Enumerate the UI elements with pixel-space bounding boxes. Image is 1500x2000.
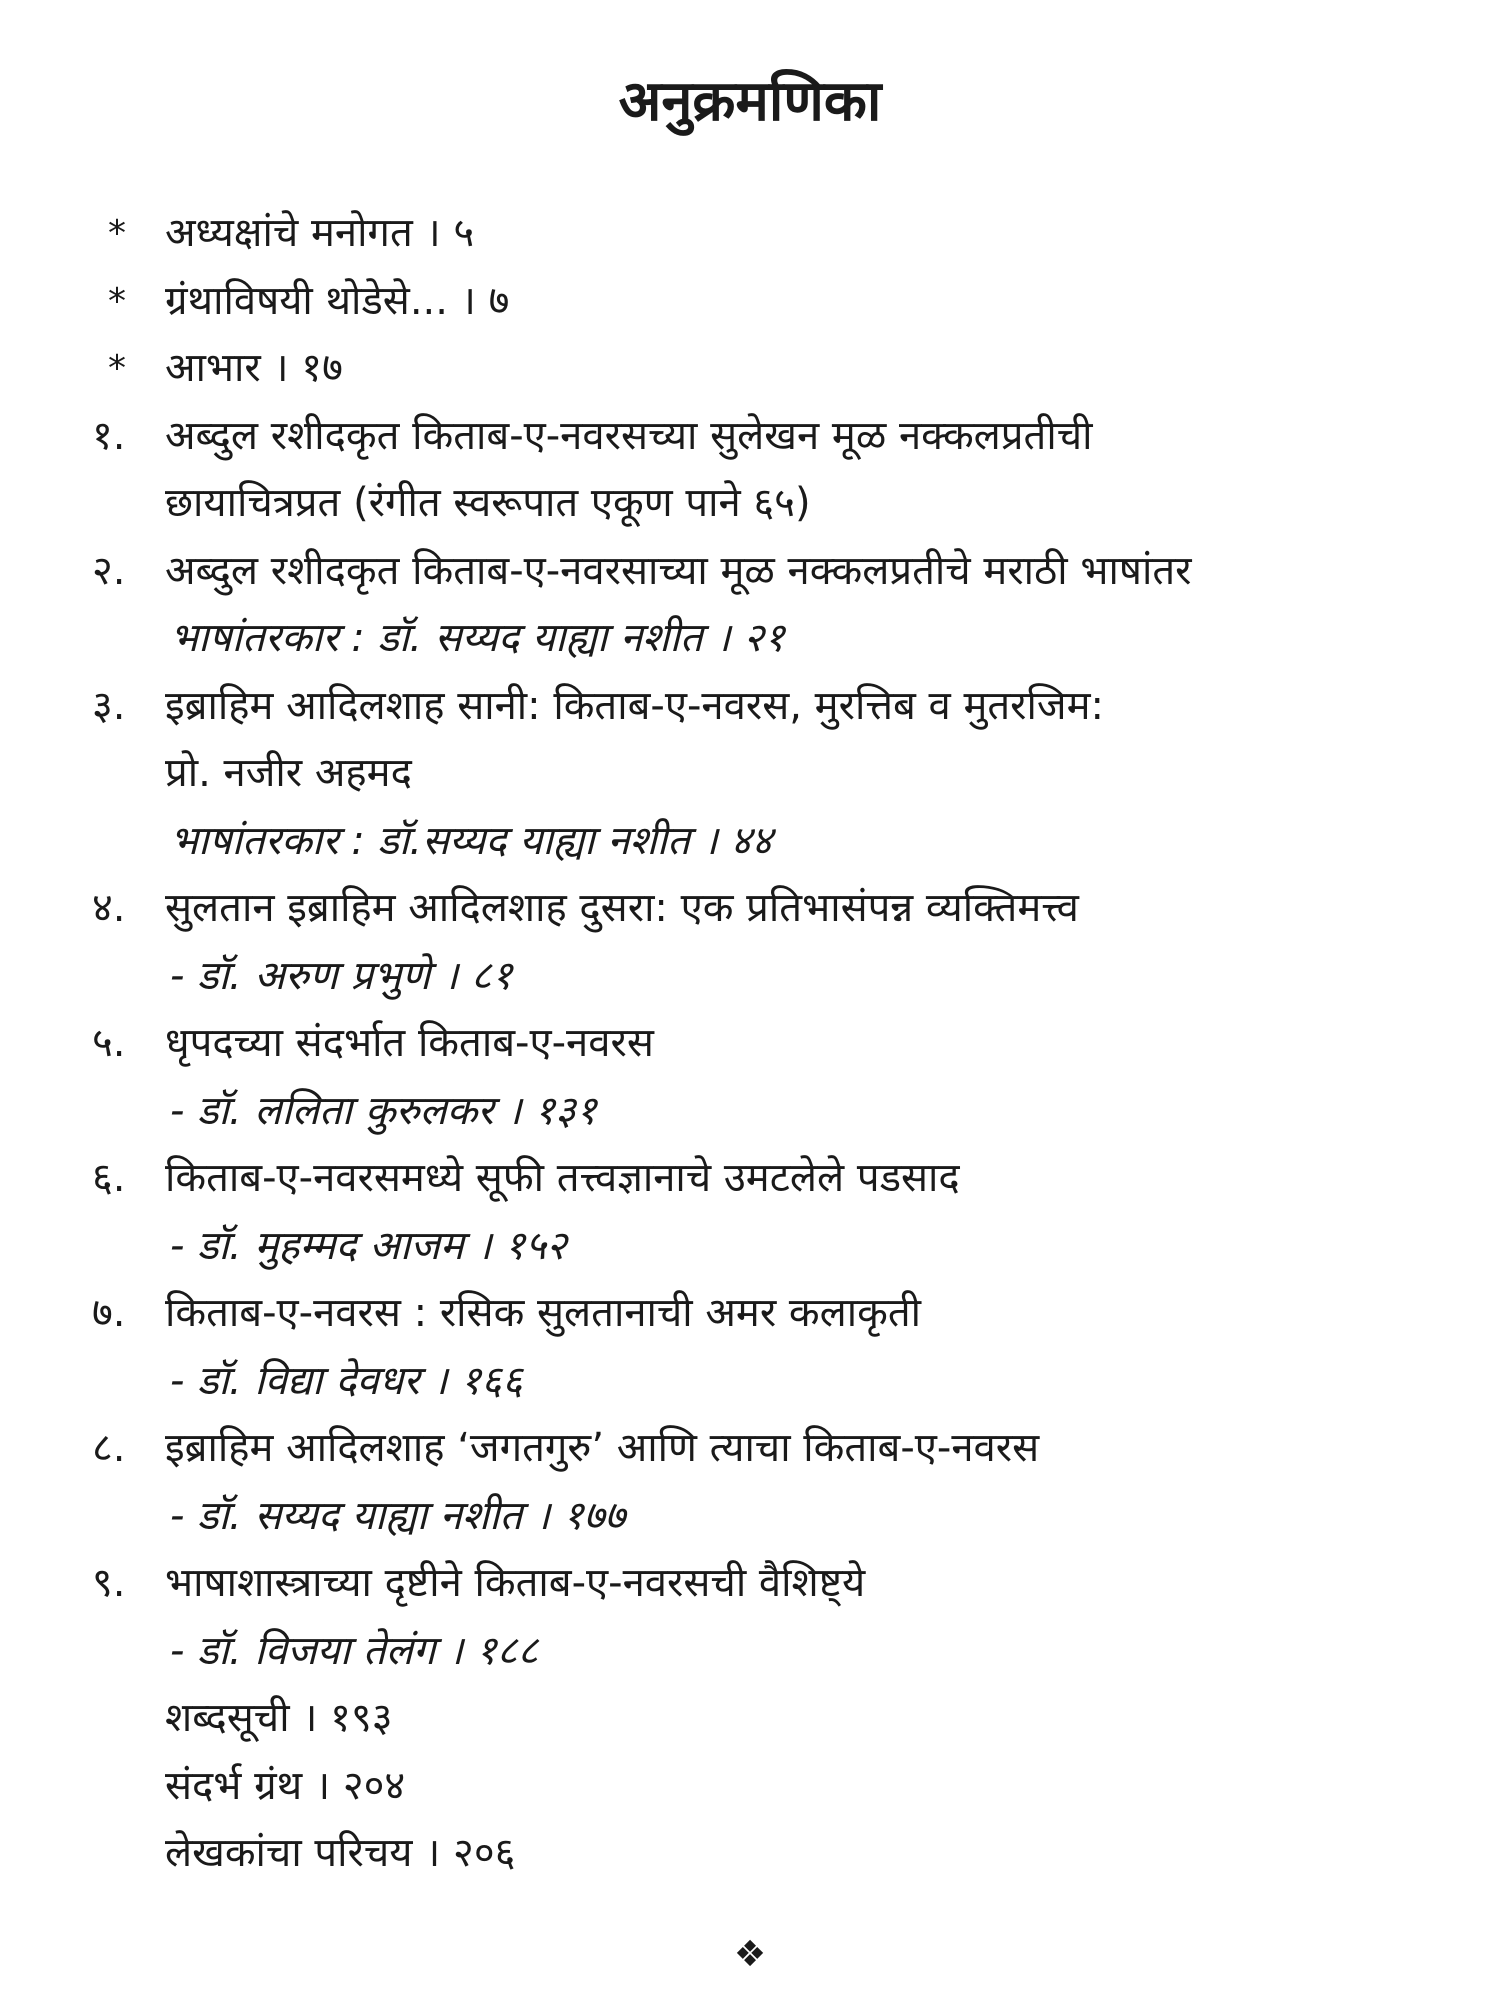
- toc-line: [0, 538, 1500, 606]
- toc-line: [0, 1618, 1500, 1686]
- entry-text: अध्यक्षांचे मनोगत । ५: [165, 210, 475, 256]
- entry-author: [170, 943, 512, 1011]
- page-number: । ८१: [430, 952, 513, 999]
- ornament-icon: ❖: [733, 1934, 767, 1975]
- author-name: - डॉ. विद्या देवधर: [170, 1357, 420, 1404]
- entry-author: [170, 1213, 567, 1281]
- author-name: - डॉ. विजया तेलंग: [170, 1627, 436, 1674]
- entry-title: इब्राहिम आदिलशाह सानी: किताब-ए-नवरस, मुरत्तिब व मुतरजिम:: [165, 682, 1104, 729]
- toc-list: [0, 200, 1500, 1888]
- entry-title: भाषाशास्त्राच्या दृष्टीने किताब-ए-नवरसची वैशिष्ट्ये: [165, 1560, 866, 1606]
- author-name: - डॉ. अरुण प्रभुणे: [170, 952, 431, 999]
- toc-line: [0, 1078, 1500, 1146]
- toc-line: [0, 1753, 1500, 1821]
- toc-line: [0, 1213, 1500, 1281]
- entry-author: [170, 1483, 625, 1551]
- entry-number: ३.: [92, 682, 126, 729]
- entry-translator: [170, 808, 772, 876]
- page-number: । १८८: [435, 1627, 539, 1674]
- page-number: । १३१: [493, 1087, 597, 1134]
- entry-number: ६.: [92, 1155, 126, 1201]
- entry-number: ९.: [92, 1560, 126, 1606]
- author-name: - डॉ. ललिता कुरुलकर: [170, 1087, 494, 1134]
- entry-title-continued: छायाचित्रप्रत (रंगीत स्वरूपात एकूण पाने ६५): [165, 480, 811, 526]
- entry-marker: *: [108, 213, 126, 254]
- entry-title: संदर्भ ग्रंथ । २०४: [165, 1762, 406, 1809]
- toc-line: [0, 1280, 1500, 1348]
- entry-number: ७.: [92, 1290, 126, 1336]
- entry-title: इब्राहिम आदिलशाह ‘जगतगुरु’ आणि त्याचा किताब-ए-नवरस: [165, 1425, 1040, 1471]
- toc-line: [0, 1483, 1500, 1551]
- entry-author: [170, 1348, 523, 1416]
- entry-number: ५.: [92, 1020, 126, 1066]
- entry-marker: *: [108, 348, 126, 389]
- entry-number: २.: [92, 547, 126, 594]
- entry-title: लेखकांचा परिचय । २०६: [165, 1830, 516, 1876]
- toc-line: [0, 200, 1500, 268]
- page-number: । ४४: [689, 817, 773, 864]
- entry-marker: *: [108, 280, 126, 322]
- toc-line: [0, 605, 1500, 673]
- page-number: । १६६: [419, 1357, 523, 1404]
- page-number: । २१: [702, 615, 785, 661]
- author-name: - डॉ. मुहम्मद आजम: [170, 1222, 464, 1269]
- entry-title: धृपदच्या संदर्भात किताब-ए-नवरस: [165, 1020, 654, 1066]
- toc-line: [0, 740, 1500, 808]
- toc-line: [0, 1550, 1500, 1618]
- toc-line: [0, 268, 1500, 336]
- entry-number: ४.: [92, 885, 126, 931]
- entry-title-continued: प्रो. नजीर अहमद: [165, 750, 412, 796]
- entry-number: १.: [92, 412, 126, 459]
- toc-line: [0, 673, 1500, 741]
- toc-line: [0, 470, 1500, 538]
- toc-line: [0, 1010, 1500, 1078]
- toc-line: [0, 875, 1500, 943]
- page-number: । १५२: [463, 1222, 567, 1269]
- toc-line: [0, 1685, 1500, 1753]
- entry-title: किताब-ए-नवरसमध्ये सूफी तत्त्वज्ञानाचे उमटलेले पडसाद: [165, 1155, 960, 1201]
- entry-author: [170, 1078, 597, 1146]
- entry-title: अब्दुल रशीदकृत किताब-ए-नवरसच्या सुलेखन मूळ नक्कलप्रतीची: [165, 412, 1093, 459]
- entry-title: अब्दुल रशीदकृत किताब-ए-नवरसाच्या मूळ नक्कलप्रतीचे मराठी भाषांतर: [165, 547, 1192, 594]
- page-number: । १७७: [522, 1492, 626, 1539]
- page-title: अनुक्रमणिका: [618, 69, 882, 134]
- toc-line: [0, 403, 1500, 471]
- translator-name: भाषांतरकार : डॉ.सय्यद याह्या नशीत: [170, 817, 690, 864]
- entry-title: किताब-ए-नवरस : रसिक सुलतानाची अमर कलाकृती: [165, 1290, 921, 1336]
- entry-title: सुलतान इब्राहिम आदिलशाह दुसरा: एक प्रतिभासंपन्न व्यक्तिमत्त्व: [165, 885, 1079, 931]
- toc-line: [0, 808, 1500, 876]
- toc-line: [0, 1820, 1500, 1888]
- author-name: - डॉ. सय्यद याह्या नशीत: [170, 1492, 523, 1539]
- toc-line: [0, 1145, 1500, 1213]
- entry-number: ८.: [92, 1425, 126, 1471]
- translator-name: भाषांतरकार : डॉ. सय्यद याह्या नशीत: [170, 615, 703, 661]
- entry-translator: [170, 605, 785, 673]
- toc-line: [0, 943, 1500, 1011]
- entry-text: ग्रंथाविषयी थोडेसे... । ७: [165, 277, 510, 324]
- entry-title: शब्दसूची । १९३: [165, 1695, 393, 1741]
- toc-line: [0, 1348, 1500, 1416]
- toc-line: [0, 1415, 1500, 1483]
- entry-author: [170, 1618, 538, 1686]
- entry-text: आभार । १७: [165, 345, 343, 391]
- toc-line: [0, 335, 1500, 403]
